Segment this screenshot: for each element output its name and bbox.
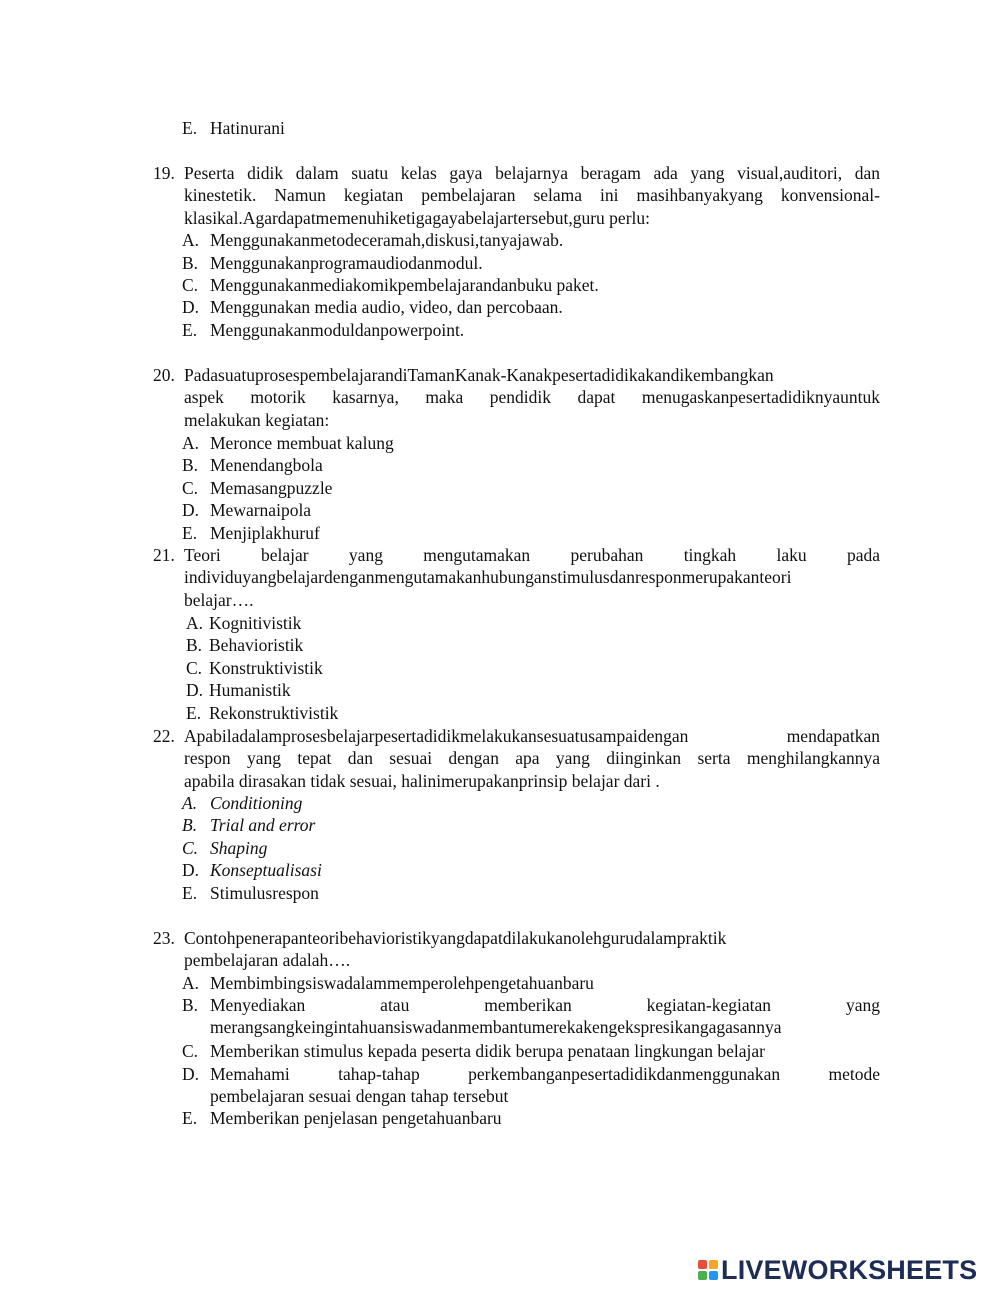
logo-block [698,1260,707,1269]
stem-line: kinestetik. Namun kegiatan pembelajaran selama ini masihbanyakyang konvensional- [184,185,880,206]
logo-blocks-icon [698,1260,718,1280]
option-key: A. [182,793,198,813]
stem-line: Peserta didik dalam suatu kelas gaya belajarnya beragam ada yang visual,auditori, dan [184,163,880,183]
stem-line: belajar…. [184,589,254,610]
option-key: C. [182,275,199,295]
option-text: Kognitivistik [209,613,302,633]
option-key: C. [182,478,199,498]
stem-line: Contohpenerapanteoribehavioristikyangdapatdilakukanolehgurudalampraktik [184,928,727,948]
option-key: A. [182,433,200,453]
option-key: A. [182,230,200,250]
option-text: Memberikan penjelasan pengetahuanbaru [210,1108,502,1128]
option-text-continuation: merangsangkeingintahuansiswadanmembantumerekakengekspresikangagasannya [210,1017,782,1037]
question-number: 22. [153,726,175,746]
option-key: A. [182,973,200,993]
option-text: Shaping [210,838,268,858]
option-key: B. [182,253,199,273]
question-number: 21. [153,545,175,565]
option-text: Humanistik [209,680,291,700]
option-key: D. [182,297,200,317]
option-key: C. [182,838,199,858]
option-key: E. [182,118,198,138]
option-text-continuation: pembelajaran sesuai dengan tahap tersebut [210,1086,509,1106]
stem-line: pembelajaran adalah…. [184,950,351,971]
option-text: Menggunakanmetodeceramah,diskusi,tanyajawab. [210,230,564,250]
option-text: Stimulusrespon [210,883,319,903]
option-key: D. [182,500,200,520]
option-text: Menggunakan media audio, video, dan percobaan. [210,297,563,317]
question-stem [184,364,880,431]
option-key: E. [186,703,202,723]
liveworksheets-logo[interactable] [698,1256,977,1284]
question-stem [184,544,880,611]
option-key: C. [186,658,203,678]
option-text: Menyediakan atau memberikan kegiatan-kegiatan yang [210,995,880,1015]
question-number: 19. [153,163,175,183]
option-key: B. [182,995,199,1015]
option-text: Behavioristik [209,635,304,655]
option-text: Trial and error [210,815,316,835]
option-text: Meronce membuat kalung [210,433,394,453]
option-text: Menjiplakhuruf [210,523,320,543]
question-number: 23. [153,928,175,948]
option-text: Mewarnaipola [210,500,312,520]
question-stem [184,927,880,972]
option-key: E. [182,320,198,340]
logo-block [698,1271,707,1280]
option-key: E. [182,883,198,903]
option-text: Memahami tahap-tahap perkembanganpesertadidikdanmenggunakan metode [210,1064,880,1084]
question-number: 20. [153,365,175,385]
stem-line: Teori belajar yang mengutamakan perubahan tingkah laku pada [184,545,880,565]
logo-block [709,1271,718,1280]
option-key: E. [182,1108,198,1128]
option-text: Menggunakanprogramaudiodanmodul. [210,253,483,273]
option-key: B. [182,455,199,475]
option-text: Konseptualisasi [210,860,322,880]
option-key: A. [186,613,204,633]
stem-line: aspek motorik kasarnya, maka pendidik dapat menugaskanpesertadidiknyauntuk [184,387,880,408]
option-text: Hatinurani [210,118,285,138]
option-text: Menggunakanmediakomikpembelajarandanbuku paket. [210,275,599,295]
option-key: B. [182,815,198,835]
stem-line: respon yang tepat dan sesuai dengan apa yang diinginkan serta menghilangkannya [184,748,880,769]
option-key: E. [182,523,198,543]
stem-line: Apabiladalamprosesbelajarpesertadidikmelakukansesuatusampaidengan mendapatkan [184,726,880,746]
stem-line: klasikal.Agardapatmemenuhiketigagayabelajartersebut,guru perlu: [184,207,650,228]
option-text: Memberikan stimulus kepada peserta didik berupa penataan lingkungan belajar [210,1041,765,1061]
option-text: Memasangpuzzle [210,478,333,498]
option-key: D. [186,680,204,700]
option-text: Membimbingsiswadalammemperolehpengetahuanbaru [210,973,594,993]
option-key: B. [186,635,203,655]
option-text: Conditioning [210,793,303,813]
option-text: Menggunakanmoduldanpowerpoint. [210,320,465,340]
logo-wordmark: LIVEWORKSHEETS [721,1254,978,1285]
option-key: C. [182,1041,199,1061]
stem-line: individuyangbelajardenganmengutamakanhubunganstimulusdanresponmerupakanteori [184,567,792,588]
question-stem [184,725,880,792]
stem-line: PadasuatuprosespembelajarandiTamanKanak-Kanakpesertadidikakandikembangkan [184,365,774,385]
logo-block [709,1260,718,1269]
question-stem [184,162,880,229]
option-key: D. [182,860,200,880]
stem-line: apabila dirasakan tidak sesuai, halinimerupakanprinsip belajar dari . [184,770,660,791]
option-text: Konstruktivistik [209,658,323,678]
option-text: Rekonstruktivistik [209,703,339,723]
stem-line: melakukan kegiatan: [184,409,330,430]
option-key: D. [182,1064,200,1084]
option-text: Menendangbola [210,455,323,475]
